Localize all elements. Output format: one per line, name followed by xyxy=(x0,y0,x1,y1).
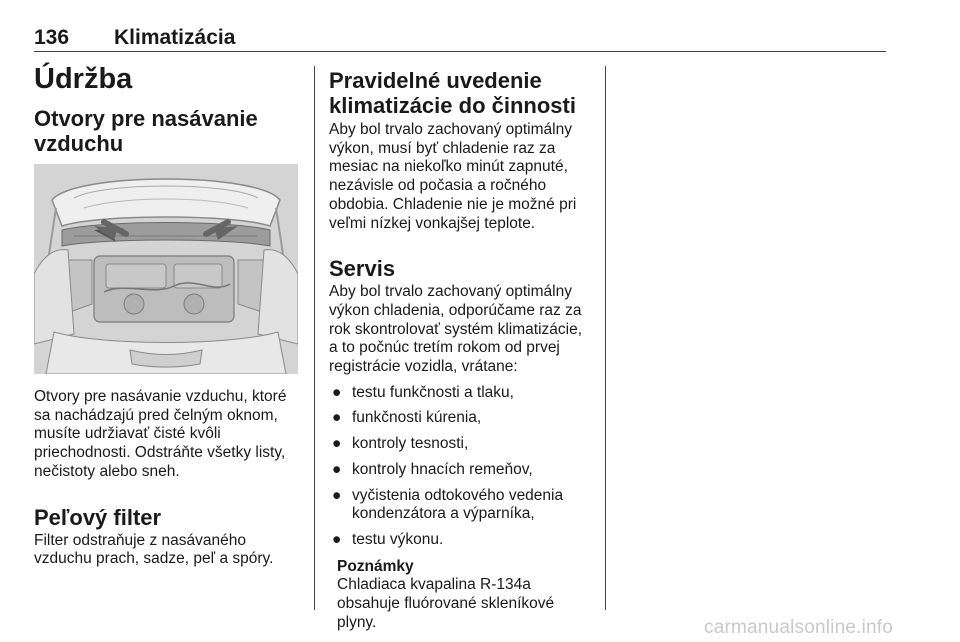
text-line: Aby bol trvalo zachovaný optimálny xyxy=(329,283,572,301)
list-item xyxy=(329,461,599,480)
text-line: sa nachádzajú pred čelným oknom, xyxy=(34,406,278,424)
list-item xyxy=(329,435,599,454)
list-item-text: testu funkčnosti a tlaku, xyxy=(352,383,514,401)
note-title: Poznámky xyxy=(337,557,414,575)
bullet-icon: ● xyxy=(332,486,342,504)
note-box xyxy=(337,558,599,633)
text-line: vzduchu prach, sadze, peľ a spóry. xyxy=(34,550,274,568)
watermark: carmanualsonline.info xyxy=(704,617,894,638)
text-line: výkon, musí byť chladenie raz za xyxy=(329,139,556,157)
list-item-text: testu výkonu. xyxy=(352,530,444,548)
text-line: priechodnosti. Odstráňte všetky listy, xyxy=(34,444,286,462)
bullet-icon: ● xyxy=(332,435,342,453)
text-line: obsahuje fluórované skleníkové xyxy=(337,595,555,613)
list-item-text: kondenzátora a výparníka, xyxy=(352,505,535,523)
text-line: Filter odstraňuje z nasávaného xyxy=(34,531,246,549)
text-line: rok skontrolovať systém klimatizácie, xyxy=(329,320,583,338)
text-line: a to počnúc tretím rokom od prvej xyxy=(329,339,560,357)
text-line: nečistoty alebo sneh. xyxy=(34,462,180,480)
middle-column xyxy=(329,68,599,632)
text-line: plyny. xyxy=(337,613,377,631)
text-line: mesiac na niekoľko minút zapnuté, xyxy=(329,158,568,176)
bullet-icon: ● xyxy=(332,409,342,427)
text-line: veľmi nízkej vonkajšej teplote. xyxy=(329,214,536,232)
list-item-text: kontroly hnacích remeňov, xyxy=(352,460,533,478)
text-line: Otvory pre nasávanie vzduchu, ktoré xyxy=(34,388,287,405)
heading-line: Pravidelné uvedenie xyxy=(329,68,542,93)
column-divider-1 xyxy=(314,66,315,610)
left-column-text xyxy=(34,388,306,569)
list-item xyxy=(329,384,599,403)
page-header xyxy=(34,26,886,50)
bullet-icon: ● xyxy=(332,383,342,401)
left-column xyxy=(34,62,306,156)
text-line: nezávisle od počasia a ročného xyxy=(329,177,547,195)
heading-service: Servis xyxy=(329,256,396,282)
heading-line: klimatizácie do činnosti xyxy=(329,93,576,118)
pollen-filter-paragraph xyxy=(34,532,306,569)
service-checklist xyxy=(329,384,599,550)
list-item-text: kontroly tesnosti, xyxy=(352,435,469,453)
regular-operation-paragraph xyxy=(329,121,599,233)
list-item xyxy=(329,487,599,524)
text-line: Aby bol trvalo zachovaný optimálny xyxy=(329,121,572,138)
air-intake-paragraph xyxy=(34,388,306,482)
heading-regular-operation xyxy=(329,68,599,118)
chapter-title: Klimatizácia xyxy=(114,26,236,49)
list-item-text: vyčistenia odtokového vedenia xyxy=(352,486,564,504)
list-item xyxy=(329,409,599,428)
service-paragraph xyxy=(329,283,599,377)
page-number: 136 xyxy=(34,26,70,49)
column-divider-2 xyxy=(605,66,606,610)
heading-pollen-filter: Peľový filter xyxy=(34,504,162,530)
heading-air-intake: Otvory pre nasávanie vzduchu xyxy=(34,106,258,156)
bullet-icon: ● xyxy=(332,530,342,548)
engine-bay-drawing xyxy=(34,164,298,374)
engine-bay-illustration xyxy=(34,164,298,374)
header-rule xyxy=(34,51,886,52)
section-title-udrzba: Údržba xyxy=(34,63,133,95)
text-line: Chladiaca kvapalina R-134a xyxy=(337,576,531,594)
list-item-text: funkčnosti kúrenia, xyxy=(352,409,482,427)
text-line: registrácie vozidla, vrátane: xyxy=(329,358,518,376)
text-line: musíte udržiavať čisté kvôli xyxy=(34,425,221,443)
bullet-icon: ● xyxy=(332,460,342,478)
list-item xyxy=(329,531,599,550)
text-line: výkon chladenia, odporúčame raz za xyxy=(329,301,582,319)
text-line: obdobia. Chladenie nie je možné pri xyxy=(329,195,577,213)
